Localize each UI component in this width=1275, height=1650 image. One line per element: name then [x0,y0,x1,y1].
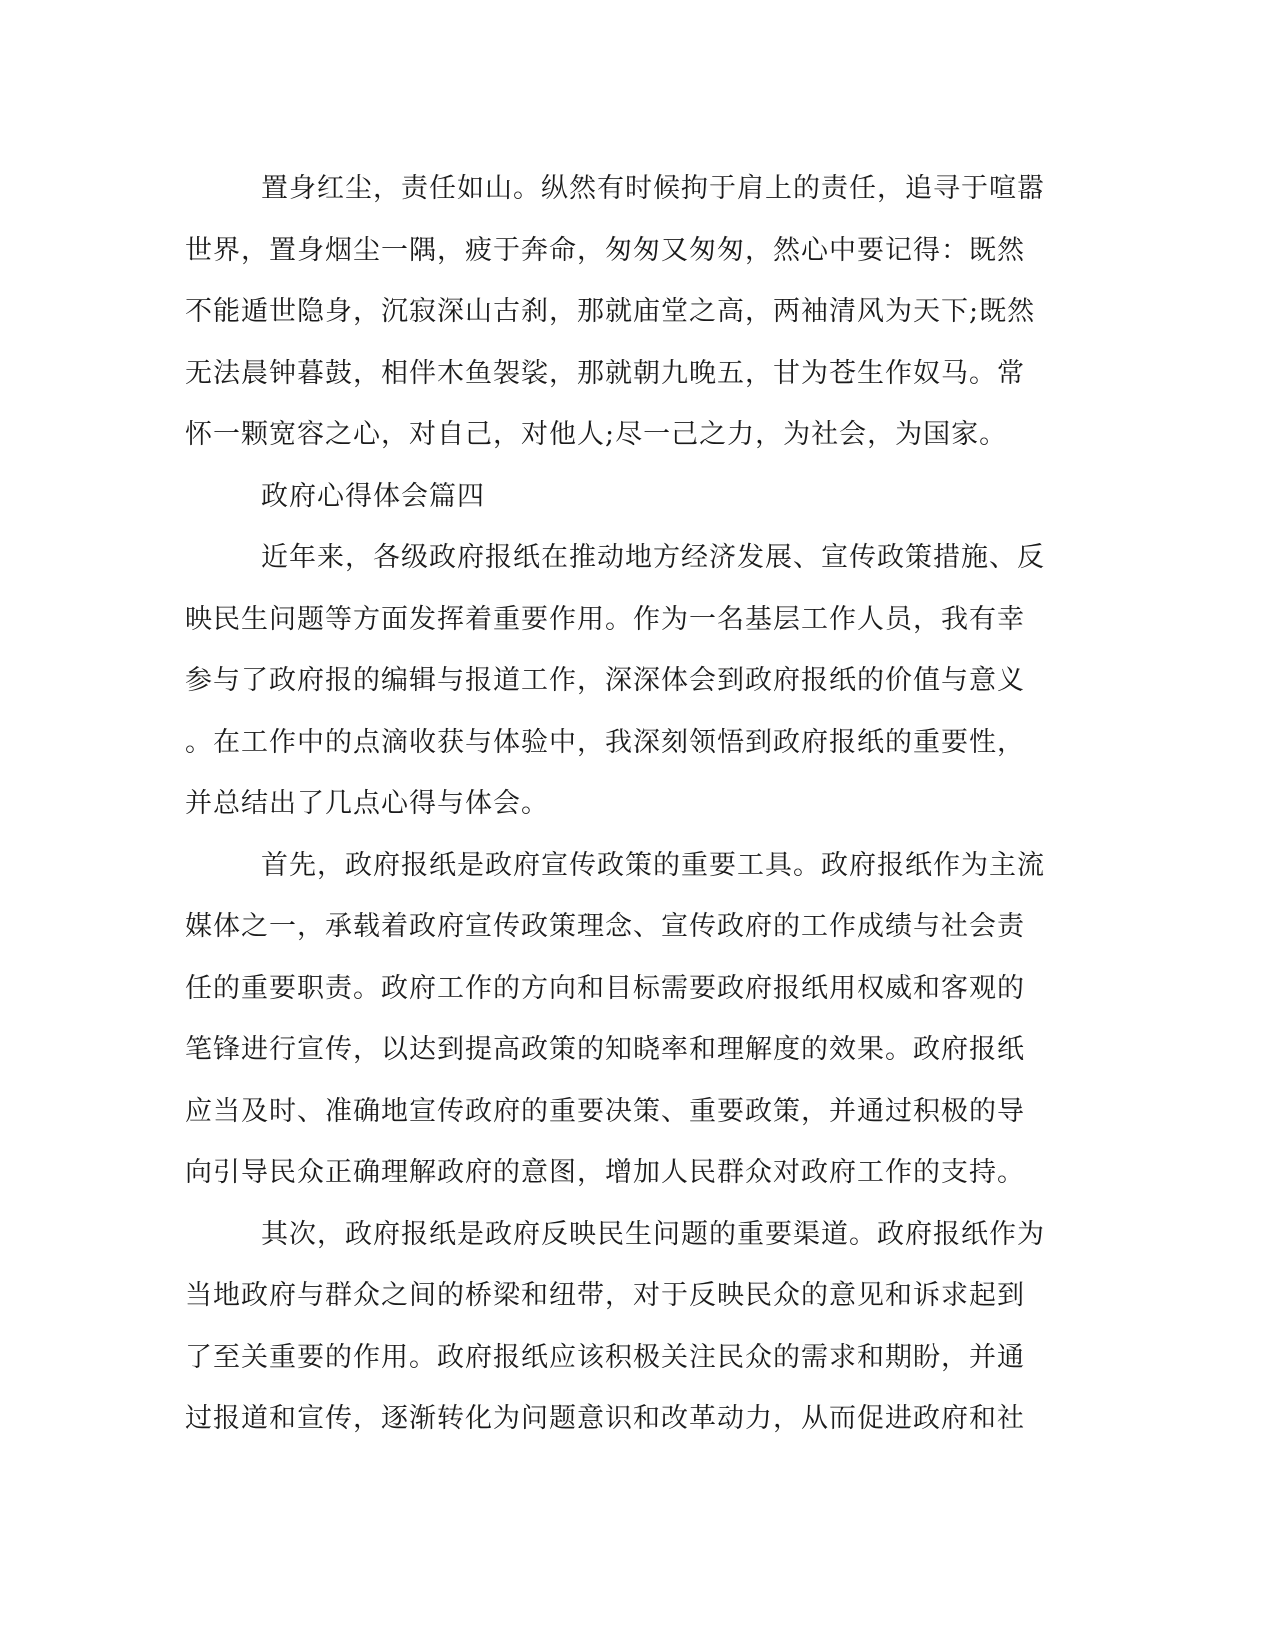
paragraph-line: 映民生问题等方面发挥着重要作用。作为一名基层工作人员，我有幸 [185,603,1025,635]
document-body [185,158,1075,1450]
paragraph-line: 媒体之一，承载着政府宣传政策理念、宣传政府的工作成绩与社会责 [185,911,1025,942]
paragraph-line: 无法晨钟暮鼓，相伴木鱼袈裟，那就朝九晚五，甘为苍生作奴马。常 [185,357,1025,389]
paragraph-line: 不能遁世隐身，沉寂深山古刹，那就庙堂之高，两袖清风为天下;既然 [185,296,1036,327]
paragraph-line: 应当及时、准确地宣传政府的重要决策、重要政策，并通过积极的导 [185,1095,1025,1127]
paragraph-line: 参与了政府报的编辑与报道工作，深深体会到政府报纸的价值与意义 [185,665,1025,696]
paragraph-line: 笔锋进行宣传，以达到提高政策的知晓率和理解度的效果。政府报纸 [185,1034,1025,1065]
paragraph-line: 向引导民众正确理解政府的意图，增加人民群众对政府工作的支持。 [185,1157,1025,1188]
section-heading [185,466,1075,528]
paragraph-line: 怀一颗宽容之心，对自己，对他人;尽一己之力，为社会，为国家。 [185,419,1008,450]
paragraph-1 [185,158,1075,466]
paragraph-line: 并总结出了几点心得与体会。 [185,788,549,819]
heading-text: 政府心得体会篇四 [261,480,485,512]
paragraph-line: 过报道和宣传，逐渐转化为问题意识和改革动力，从而促进政府和社 [185,1403,1025,1434]
paragraph-line: 任的重要职责。政府工作的方向和目标需要政府报纸用权威和客观的 [185,972,1025,1004]
paragraph-2 [185,527,1075,835]
paragraph-line: 近年来，各级政府报纸在推动地方经济发展、宣传政策措施、反 [261,542,1045,573]
paragraph-line: 首先，政府报纸是政府宣传政策的重要工具。政府报纸作为主流 [261,849,1045,881]
paragraph-line: 当地政府与群众之间的桥梁和纽带，对于反映民众的意见和诉求起到 [185,1280,1025,1311]
paragraph-line: 了至关重要的作用。政府报纸应该积极关注民众的需求和期盼，并通 [185,1341,1025,1373]
paragraph-line: 世界，置身烟尘一隅，疲于奔命，匆匆又匆匆，然心中要记得：既然 [185,234,1025,266]
paragraph-line: 置身红尘，责任如山。纵然有时候拘于肩上的责任，追寻于喧嚣 [261,173,1045,204]
paragraph-line: 其次，政府报纸是政府反映民生问题的重要渠道。政府报纸作为 [261,1218,1045,1250]
paragraph-4 [185,1204,1075,1450]
paragraph-3 [185,835,1075,1204]
paragraph-line: 。在工作中的点滴收获与体验中，我深刻领悟到政府报纸的重要性， [185,726,1025,758]
